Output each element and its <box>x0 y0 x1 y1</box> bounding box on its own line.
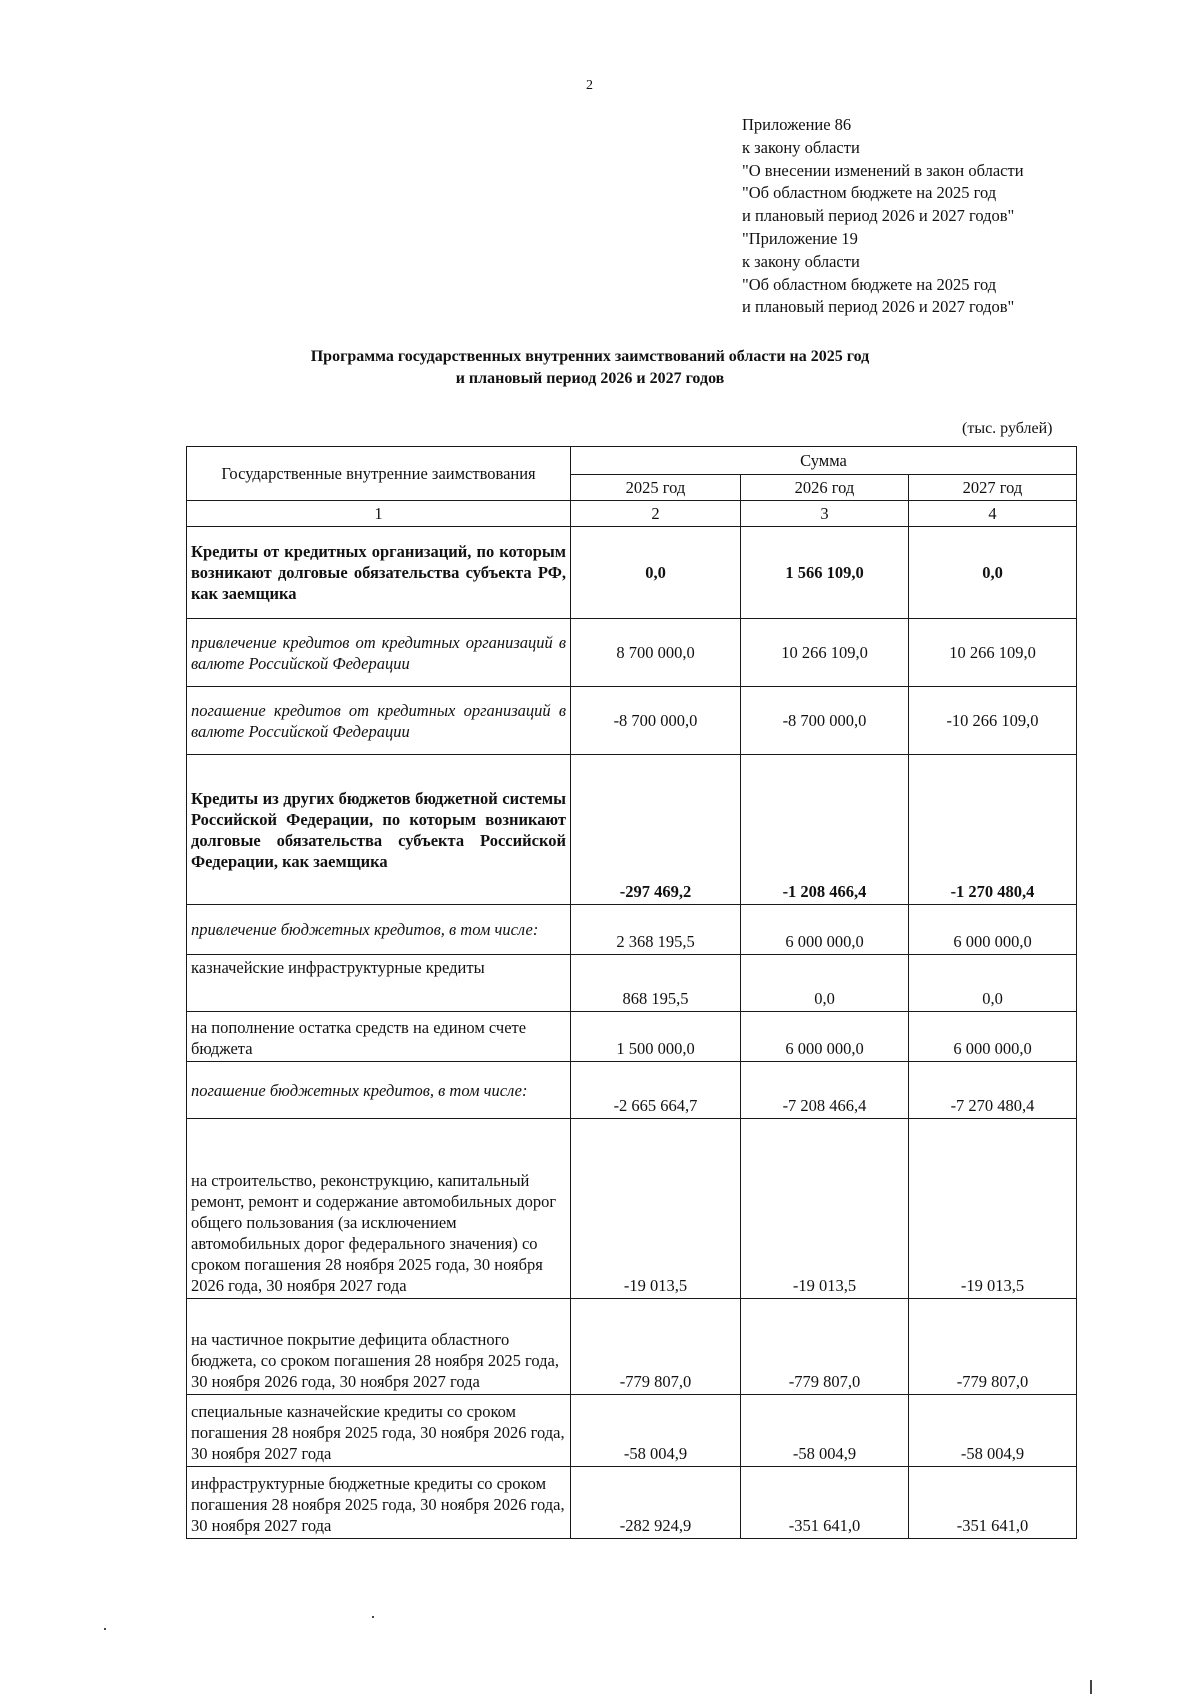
table-row <box>187 755 1077 905</box>
page-number: 2 <box>586 78 593 93</box>
value-2025: 0,0 <box>571 527 741 619</box>
value-2026: -58 004,9 <box>741 1395 909 1467</box>
value-2026: -19 013,5 <box>741 1119 909 1299</box>
appendix-line: Приложение 86 <box>742 115 852 134</box>
table-header-row <box>187 447 1077 475</box>
scan-speck <box>104 1628 106 1630</box>
value-2027: -10 266 109,0 <box>909 687 1077 755</box>
document-title-line: и плановый период 2026 и 2027 годов <box>455 370 725 387</box>
row-label: Кредиты от кредитных организаций, по которым возникают долговые обязательства субъекта РФ, как заемщика <box>187 527 571 619</box>
value-2025: 868 195,5 <box>571 955 741 1012</box>
value-2027: -351 641,0 <box>909 1467 1077 1539</box>
value-2025: 8 700 000,0 <box>571 619 741 687</box>
value-2027: -58 004,9 <box>909 1395 1077 1467</box>
appendix-line: и плановый период 2026 и 2027 годов" <box>742 297 1015 317</box>
row-label: привлечение кредитов от кредитных организаций в валюте Российской Федерации <box>187 619 571 687</box>
value-2026: 10 266 109,0 <box>741 619 909 687</box>
table-row <box>187 1395 1077 1467</box>
value-2027: 6 000 000,0 <box>909 1012 1077 1062</box>
row-label: погашение кредитов от кредитных организаций в валюте Российской Федерации <box>187 687 571 755</box>
borrowing-table <box>186 446 1077 1539</box>
table-row <box>187 687 1077 755</box>
value-2026: 0,0 <box>741 955 909 1012</box>
scan-speck <box>372 1616 374 1618</box>
value-2025: -58 004,9 <box>571 1395 741 1467</box>
value-2027: 0,0 <box>909 527 1077 619</box>
value-2026: 6 000 000,0 <box>741 905 909 955</box>
value-2025: -8 700 000,0 <box>571 687 741 755</box>
table-row <box>187 527 1077 619</box>
row-label: погашение бюджетных кредитов, в том числе: <box>187 1062 571 1119</box>
table-row <box>187 1467 1077 1539</box>
value-2025: -2 665 664,7 <box>571 1062 741 1119</box>
value-2027: 10 266 109,0 <box>909 619 1077 687</box>
value-2025: -19 013,5 <box>571 1119 741 1299</box>
scan-speck <box>1090 1680 1092 1694</box>
header-sum: Сумма <box>571 447 1077 475</box>
row-label: казначейские инфраструктурные кредиты <box>187 955 571 1012</box>
header-year-2025: 2025 год <box>571 475 741 501</box>
value-2026: -779 807,0 <box>741 1299 909 1395</box>
column-number: 2 <box>571 501 741 527</box>
appendix-line: к закону области <box>742 137 860 157</box>
value-2026: 1 566 109,0 <box>741 527 909 619</box>
table-row <box>187 955 1077 1012</box>
units-label: (тыс. рублей) <box>962 420 1053 437</box>
document-title <box>240 346 940 390</box>
value-2026: -1 208 466,4 <box>741 755 909 905</box>
row-label: на частичное покрытие дефицита областного бюджета, со сроком погашения 28 ноября 2025 года, 30 ноября 2026 года, 30 ноября 2027 года <box>187 1299 571 1395</box>
header-borrowings: Государственные внутренние заимствования <box>187 447 571 501</box>
row-label: на строительство, реконструкцию, капитальный ремонт, ремонт и содержание автомобильных дорог общего пользования (за исключением автомобильных дорог федерального значения) со сроком погашения 28 ноября 2025 года, 30 ноября 2026 года, 30 ноября 2027 года <box>187 1119 571 1299</box>
value-2026: -8 700 000,0 <box>741 687 909 755</box>
value-2026: 6 000 000,0 <box>741 1012 909 1062</box>
table-row <box>187 619 1077 687</box>
appendix-line: и плановый период 2026 и 2027 годов" <box>742 206 1015 226</box>
header-year-2026: 2026 год <box>741 475 909 501</box>
document-title-line: Программа государственных внутренних заимствований области на 2025 год <box>310 348 870 365</box>
appendix-header <box>742 114 1024 319</box>
value-2026: -351 641,0 <box>741 1467 909 1539</box>
value-2027: -779 807,0 <box>909 1299 1077 1395</box>
appendix-line: "Об областном бюджете на 2025 год <box>742 274 997 294</box>
column-number: 3 <box>741 501 909 527</box>
row-label: на пополнение остатка средств на едином счете бюджета <box>187 1012 571 1062</box>
row-label: привлечение бюджетных кредитов, в том числе: <box>187 905 571 955</box>
value-2027: 6 000 000,0 <box>909 905 1077 955</box>
table-column-numbers <box>187 501 1077 527</box>
value-2026: -7 208 466,4 <box>741 1062 909 1119</box>
value-2027: -7 270 480,4 <box>909 1062 1077 1119</box>
row-label: инфраструктурные бюджетные кредиты со сроком погашения 28 ноября 2025 года, 30 ноября 2026 года, 30 ноября 2027 года <box>187 1467 571 1539</box>
appendix-line: "О внесении изменений в закон области <box>742 160 1024 180</box>
value-2025: -297 469,2 <box>571 755 741 905</box>
column-number: 1 <box>187 501 571 527</box>
header-year-2027: 2027 год <box>909 475 1077 501</box>
value-2025: 2 368 195,5 <box>571 905 741 955</box>
value-2027: 0,0 <box>909 955 1077 1012</box>
value-2025: -779 807,0 <box>571 1299 741 1395</box>
row-label: специальные казначейские кредиты со сроком погашения 28 ноября 2025 года, 30 ноября 2026 года, 30 ноября 2027 года <box>187 1395 571 1467</box>
appendix-line: "Об областном бюджете на 2025 год <box>742 183 997 203</box>
value-2027: -1 270 480,4 <box>909 755 1077 905</box>
table-row <box>187 1119 1077 1299</box>
table-row <box>187 905 1077 955</box>
row-label: Кредиты из других бюджетов бюджетной системы Российской Федерации, по которым возникают долговые обязательства субъекта Российской Федерации, как заемщика <box>187 755 571 905</box>
value-2025: 1 500 000,0 <box>571 1012 741 1062</box>
column-number: 4 <box>909 501 1077 527</box>
appendix-line: "Приложение 19 <box>742 228 858 248</box>
table-row <box>187 1012 1077 1062</box>
table-row <box>187 1062 1077 1119</box>
appendix-line: к закону области <box>742 251 860 271</box>
table-row <box>187 1299 1077 1395</box>
value-2025: -282 924,9 <box>571 1467 741 1539</box>
value-2027: -19 013,5 <box>909 1119 1077 1299</box>
